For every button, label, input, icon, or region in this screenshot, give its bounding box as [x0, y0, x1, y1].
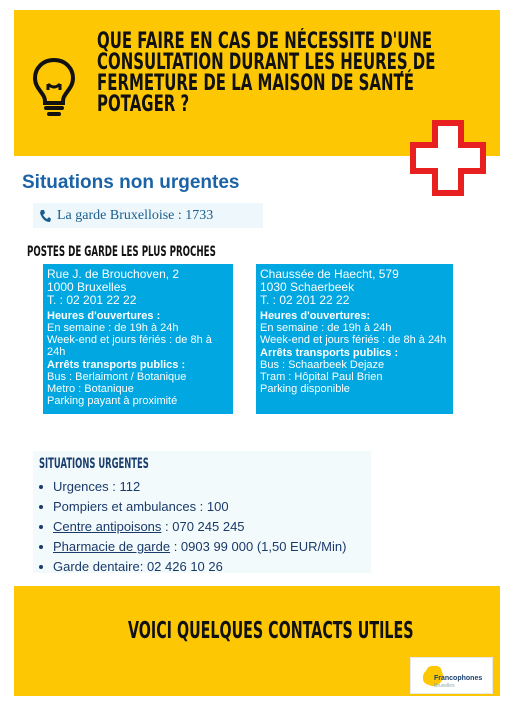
urgent-text: Pompiers et ambulances : 100	[53, 499, 229, 514]
poste-address: Chaussée de Haecht, 579	[260, 267, 399, 281]
urgent-list	[39, 477, 346, 577]
poste-phone: T. : 02 201 22 22	[47, 293, 137, 307]
phone-icon	[39, 209, 51, 223]
hours-line: En semaine : de 19h à 24h	[260, 322, 392, 334]
transport-line: Parking disponible	[260, 383, 350, 395]
title-line: CONSULTATION DURANT LES HEUREȘ DE	[97, 50, 436, 75]
urgent-text: Garde dentaire: 02 426 10 26	[53, 559, 223, 574]
list-item	[39, 557, 346, 577]
transport-title: Arrêts transports publics :	[260, 347, 399, 359]
urgent-text: : 0903 99 000 (1,50 EUR/Min)	[170, 539, 347, 554]
hours-line: En semaine : de 19h à 24h	[47, 322, 179, 334]
transport-line: Bus : Schaarbeek Dejaze	[260, 359, 385, 371]
poste-card-bruxelles	[43, 264, 233, 414]
logo-tagline: Bruxelles	[434, 683, 455, 689]
urgent-text: : 070 245 245	[161, 519, 245, 534]
garde-text: La garde Bruxelloise : 1733	[57, 207, 214, 223]
poste-city: 1000 Bruxelles	[47, 280, 127, 294]
transport-line: Tram : Hôpital Paul Brien	[260, 371, 383, 383]
title-line: POTAGER ?	[97, 92, 190, 117]
urgent-text: Urgences : 112	[53, 479, 141, 494]
logo-text: Francophones	[434, 675, 483, 682]
hours-title: Heures d'ouvertures:	[260, 310, 371, 322]
title-line: FERMETURE DE LA MAISON DE SANTÉ	[97, 71, 414, 96]
postes-title: POSTES DE GARDE LES PLUS PROCHES	[27, 244, 216, 260]
lightbulb-icon	[31, 56, 77, 118]
bullet	[39, 545, 43, 549]
section-title-urgent: SITUATIONS URGENTES	[39, 456, 149, 472]
transport-title: Arrêts transports publics :	[47, 359, 186, 371]
francophones-logo	[410, 657, 493, 694]
bullet	[39, 505, 43, 509]
list-item	[39, 477, 346, 497]
poste-address: Rue J. de Brouchoven, 2	[47, 267, 180, 281]
bullet	[39, 525, 43, 529]
poste-city: 1030 Schaerbeek	[260, 280, 355, 294]
centre-antipoisons-link[interactable]: Centre antipoisons	[53, 519, 162, 534]
transport-line: Bus : Berlaimont / Botanique	[47, 371, 187, 383]
list-item	[39, 537, 346, 557]
pharmacie-de-garde-link[interactable]: Pharmacie de garde	[53, 539, 171, 554]
hours-line: Week-end et jours fériés : de 8h à 24h	[47, 334, 212, 358]
list-item	[39, 497, 346, 517]
page-title	[97, 29, 436, 117]
title-line: QUE FAIRE EN CAS DE NÉCESSITE D'UNE	[97, 29, 433, 54]
poste-phone: T. : 02 201 22 22	[260, 293, 350, 307]
bullet	[39, 485, 43, 489]
transport-line: Parking payant à proximité	[47, 395, 178, 407]
poste-card-schaerbeek	[256, 264, 453, 414]
transport-line: Metro : Botanique	[47, 383, 134, 395]
list-item	[39, 517, 346, 537]
hours-line: Week-end et jours fériés : de 8h à 24h	[260, 334, 447, 346]
footer-title: VOICI QUELQUES CONTACTS UTILES	[128, 618, 414, 644]
bullet	[39, 565, 43, 569]
garde-bruxelloise	[33, 203, 263, 228]
section-title-non-urgent: Situations non urgentes	[22, 172, 240, 193]
red-cross-icon	[410, 120, 486, 196]
hours-title: Heures d'ouvertures :	[47, 310, 161, 322]
